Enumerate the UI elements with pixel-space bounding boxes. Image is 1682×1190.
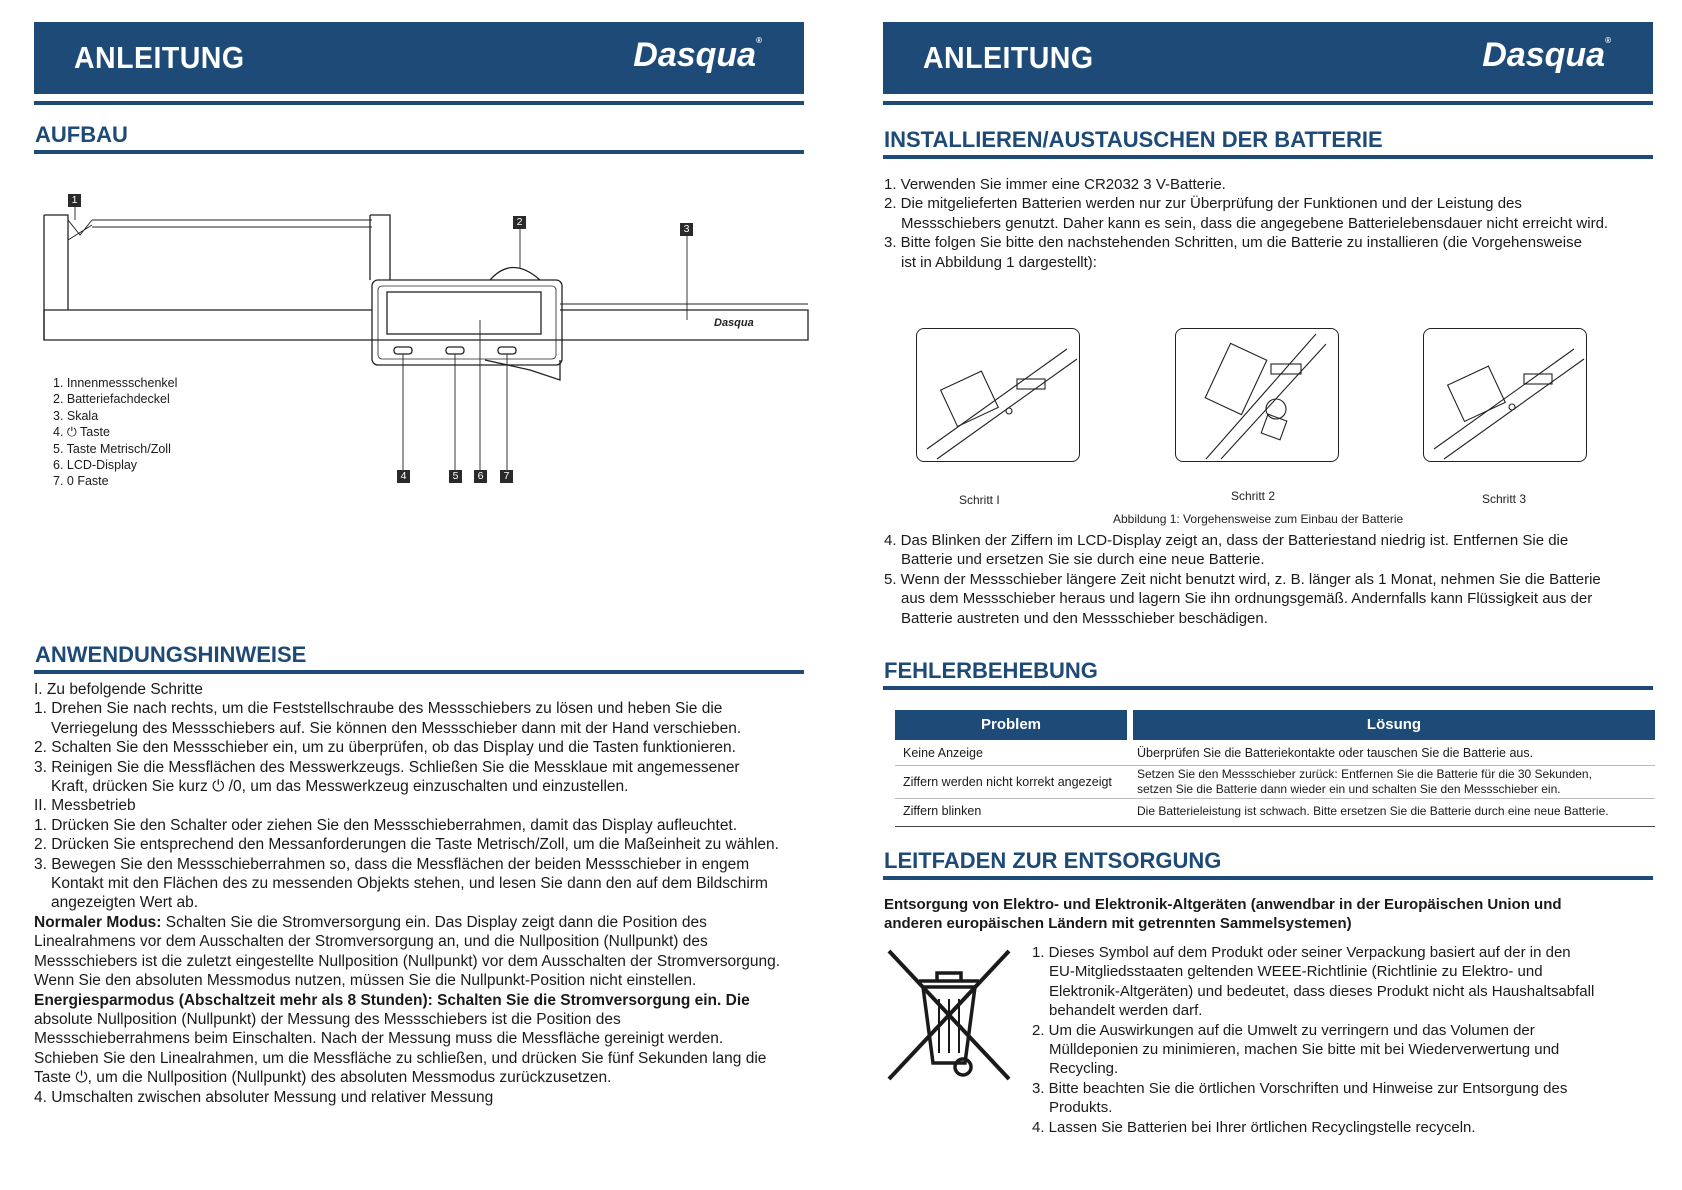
brand-logo: Dasqua® (1482, 36, 1611, 74)
header-rule (883, 101, 1653, 105)
row-divider (895, 826, 1655, 827)
legend-item: 2. Batteriefachdeckel (53, 392, 170, 407)
table-cell-loesung: Die Batterieleistung ist schwach. Bitte ersetzen Sie die Batterie durch eine neue Batterie. (1137, 804, 1609, 818)
legend-item: 7. 0 Faste (53, 474, 109, 489)
text-line: aus dem Messschieber heraus und lagern Sie ihn ordnungsgemäß. Andernfalls kann Flüssigkeit aus der (901, 590, 1593, 608)
caliper-step-illustration (917, 329, 1079, 461)
device-logo: Dasqua (714, 317, 754, 329)
text-line: 3. Bewegen Sie den Messschieberrahmen so, dass die Messflächen der beiden Messschieber in engem (34, 855, 750, 873)
section-title-aufbau: AUFBAU (35, 122, 128, 147)
callout-6: 6 (474, 470, 487, 483)
parts-legend (53, 375, 177, 490)
text-line: ist in Abbildung 1 dargestellt): (901, 253, 1097, 271)
text-line: 4. Das Blinken der Ziffern im LCD-Display zeigt an, dass der Batteriestand niedrig ist. Entfernen Sie die (884, 532, 1569, 549)
text-line: Setzen Sie den Messschieber zurück: Entfernen Sie die Batterie für die 30 Sekunden, (1137, 767, 1592, 781)
header-title: ANLEITUNG (74, 40, 245, 75)
callout-1: 1 (68, 194, 81, 207)
header-title: ANLEITUNG (923, 40, 1094, 75)
battery-text-bottom (884, 531, 1674, 628)
text-line: Messschieberrahmens beim Einschalten. Nach der Messung muss die Messfläche gereinigt werden. (34, 1030, 724, 1048)
section-title-batterie: INSTALLIEREN/AUSTAUSCHEN DER BATTERIE (884, 127, 1383, 152)
text-line: 3. Reinigen Sie die Messflächen des Messwerkzeugs. Schließen Sie die Messklaue mit angemessener (34, 758, 740, 776)
section-rule (34, 150, 804, 154)
section-title-anwendung: ANWENDUNGSHINWEISE (35, 642, 307, 667)
energy-mode-label: Energiesparmodus (Abschaltzeit mehr als 8 Stunden): Schalten Sie die Stromversorgung ein. Die (34, 991, 750, 1009)
text-line: 2. Schalten Sie den Messschieber ein, um zu überprüfen, ob das Display und die Tasten funktionieren. (34, 739, 736, 757)
jaw-left-outline (44, 215, 68, 340)
step-3-figure (1423, 328, 1587, 462)
text-line: 2. Die mitgelieferten Batterien werden nur zur Überprüfung der Funktionen und der Leistung des (884, 195, 1522, 213)
table-header-loesung: Lösung (1133, 710, 1655, 740)
section-rule (883, 876, 1653, 880)
text-line: Batterie austreten und den Messschieber beschädigen. (901, 609, 1268, 627)
text-line: Linealrahmens vor dem Ausschalten der Stromversorgung an, und die Nullposition (Nullpunkt) des (34, 933, 708, 951)
section-title-entsorgung: LEITFADEN ZUR ENTSORGUNG (884, 848, 1222, 873)
text-line: 4. Umschalten zwischen absoluter Messung und relativer Messung (34, 1088, 494, 1106)
text-span: Schalten Sie die Stromversorgung ein. Das Display zeigt dann die Position des (161, 913, 707, 931)
callout-2: 2 (513, 216, 526, 229)
text-line: Taste ⏻, um die Nullposition (Nullpunkt) des absoluten Messmodus zurückzusetzen. (34, 1069, 612, 1087)
text-line: Kraft, drücken Sie kurz ⏻ /0, um das Messwerkzeug einzuschalten und einzustellen. (51, 778, 629, 796)
text-line: 2. Um die Auswirkungen auf die Umwelt zu verringern und das Volumen der (1032, 1021, 1535, 1039)
text-line: II. Messbetrieb (34, 797, 136, 815)
text-line: angezeigten Wert ab. (51, 894, 199, 912)
text-line: I. Zu befolgende Schritte (34, 681, 203, 698)
row-divider (895, 798, 1655, 799)
text-line (34, 913, 824, 932)
text-line: Messschiebers genutzt. Daher kann es sein, dass die angegebene Batterielebensdauer nicht erreicht wird. (901, 214, 1609, 232)
callout-7: 7 (500, 470, 513, 483)
figure-caption: Abbildung 1: Vorgehensweise zum Einbau der Batterie (1113, 512, 1404, 526)
text-line: 3. Bitte beachten Sie die örtlichen Vorschriften und Hinweise zur Entsorgung des (1032, 1079, 1568, 1097)
step-label: Schritt I (959, 493, 1000, 507)
section-title-fehler: FEHLERBEHEBUNG (884, 658, 1098, 683)
section-rule (883, 686, 1653, 690)
text-line: setzen Sie die Batterie dann wieder ein und schalten Sie den Messschieber ein. (1137, 782, 1561, 796)
table-cell-problem: Keine Anzeige (903, 746, 983, 760)
caliper-step-illustration (1424, 329, 1586, 461)
legend-item: 5. Taste Metrisch/Zoll (53, 441, 171, 456)
disposal-text (1032, 943, 1652, 1137)
step-label: Schritt 2 (1231, 489, 1276, 503)
text-line: Produkts. (1049, 1099, 1113, 1117)
text-line: 1. Drücken Sie den Schalter oder ziehen Sie den Messschieberrahmen, damit das Display aufleuchtet. (34, 816, 738, 834)
header-bar (883, 22, 1653, 94)
text-line: 3. Bitte folgen Sie bitte den nachstehenden Schritten, um die Batterie zu installieren (die Vorgehensweise (884, 234, 1582, 252)
text-line: Verriegelung des Messschiebers auf. Sie können den Messschieber dann mit der Hand verschieben. (51, 719, 742, 737)
text-line: Wenn Sie den absoluten Messmodus nutzen, müssen Sie die Nullpunkt-Position nicht einstellen. (34, 972, 697, 990)
text-line: EU-Mitgliedsstaaten geltenden WEEE-Richtlinie (Richtlinie zu Elektro- und (1049, 963, 1543, 981)
text-line: 1. Dieses Symbol auf dem Produkt oder seiner Verpackung basiert auf der in den (1032, 944, 1571, 961)
text-line: Entsorgung von Elektro- und Elektronik-Altgeräten (anwendbar in der Europäischen Union und (884, 896, 1562, 913)
section-rule (34, 670, 804, 674)
table-cell-problem: Ziffern werden nicht korrekt angezeigt (903, 775, 1112, 789)
table-header-problem: Problem (895, 710, 1127, 740)
usage-text (34, 680, 824, 1107)
text-line: 1. Verwenden Sie immer eine CR2032 3 V-Batterie. (884, 176, 1226, 193)
callout-4: 4 (397, 470, 410, 483)
header-rule (34, 101, 804, 105)
text-line: 1. Drehen Sie nach rechts, um die Feststellschraube des Messschiebers zu lösen und heben Sie die (34, 700, 723, 718)
text-line: 5. Wenn der Messschieber längere Zeit nicht benutzt wird, z. B. länger als 1 Monat, nehmen Sie die Batterie (884, 570, 1601, 588)
callout-5: 5 (449, 470, 462, 483)
section-rule (883, 155, 1653, 159)
table-cell-problem: Ziffern blinken (903, 804, 982, 818)
battery-text-top (884, 175, 1674, 272)
weee-bin-icon (883, 945, 1015, 1085)
text-line: Messschiebers ist die zuletzt eingestellte Nullposition (Nullpunkt) vor dem Ausschalten der Stromversorgung. (34, 952, 781, 970)
text-line: Batterie und ersetzen Sie sie durch eine neue Batterie. (901, 551, 1265, 569)
text-line: Elektronik-Altgeräten) und bedeutet, dass dieses Produkt nicht als Haushaltsabfall (1049, 982, 1595, 1000)
step-label: Schritt 3 (1482, 492, 1527, 506)
text-line: 2. Drücken Sie entsprechend den Messanforderungen die Taste Metrisch/Zoll, um die Maßeinheit zu wählen. (34, 836, 779, 854)
legend-item: 6. LCD-Display (53, 458, 138, 473)
legend-item: 4. ⏻ Taste (53, 425, 110, 440)
text-line: absolute Nullposition (Nullpunkt) der Messung des Messschiebers ist die Position des (34, 1010, 621, 1028)
text-line: 4. Lassen Sie Batterien bei Ihrer örtlichen Recyclingstelle recyceln. (1032, 1118, 1476, 1136)
table-cell-loesung (1137, 767, 1592, 797)
legend-item: 3. Skala (53, 408, 99, 423)
text-line: Recycling. (1049, 1060, 1119, 1078)
right-page (841, 0, 1682, 1190)
text-line: Mülldeponien zu minimieren, machen Sie bitte mit bei Wiederverwertung und (1049, 1041, 1560, 1059)
legend-item: 1. Innenmessschenkel (53, 376, 178, 390)
text-line: Kontakt mit den Flächen des zu messenden Objekts stehen, und lesen Sie dann den auf dem Bildschirm (51, 875, 768, 893)
caliper-step-illustration (1176, 329, 1338, 461)
brand-logo: Dasqua® (633, 36, 762, 74)
text-line: Schieben Sie den Linealrahmen, um die Messfläche zu schließen, und drücken Sie fünf Sekunden lang die (34, 1049, 767, 1067)
disposal-subtitle (884, 895, 1674, 934)
header-bar (34, 22, 804, 94)
step-1-figure (916, 328, 1080, 462)
text-line: anderen europäischen Ländern mit getrennten Sammelsystemen) (884, 915, 1352, 933)
step-2-figure (1175, 328, 1339, 462)
callout-3: 3 (680, 223, 693, 236)
row-divider (895, 765, 1655, 766)
normal-mode-label: Normaler Modus: (34, 913, 162, 931)
text-line: behandelt werden darf. (1049, 1002, 1203, 1020)
table-cell-loesung: Überprüfen Sie die Batteriekontakte oder tauschen Sie die Batterie aus. (1137, 746, 1534, 760)
